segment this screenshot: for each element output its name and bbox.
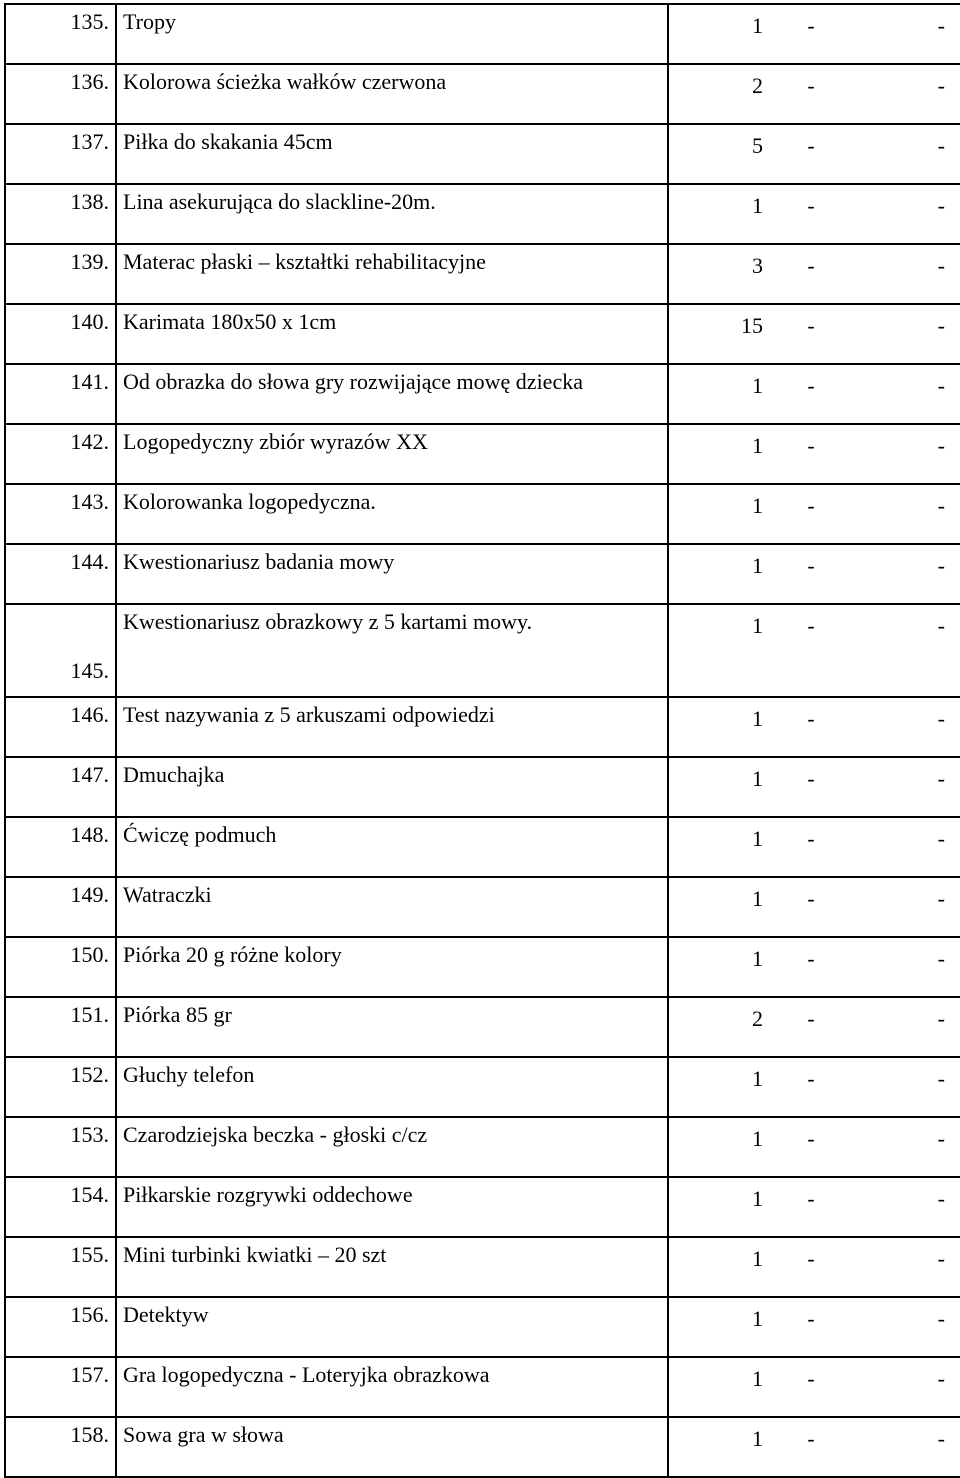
row-number: 137. (5, 124, 116, 184)
table-row (5, 304, 960, 364)
table-body (5, 4, 960, 1477)
item-name: Dmuchajka (116, 757, 668, 817)
item-name: Tropy (116, 4, 668, 64)
row-number: 156. (5, 1297, 116, 1357)
dash-col-2: - (807, 433, 815, 458)
item-name: Od obrazka do słowa gry rozwijające mowę dziecka (116, 364, 668, 424)
quantity-cell (668, 877, 960, 937)
row-number: 150. (5, 937, 116, 997)
dash-col-3: - (937, 706, 945, 731)
quantity-cell (668, 1117, 960, 1177)
dash-col-2: - (807, 766, 815, 791)
quantity: 1 (752, 1186, 763, 1211)
dash-col-2: - (807, 1066, 815, 1091)
dash-col-2: - (807, 313, 815, 338)
item-name: Kolorowanka logopedyczna. (116, 484, 668, 544)
quantity: 1 (752, 493, 763, 518)
table-row (5, 757, 960, 817)
quantity: 1 (752, 193, 763, 218)
table-row (5, 64, 960, 124)
row-number: 147. (5, 757, 116, 817)
quantity: 1 (752, 613, 763, 638)
table-row (5, 424, 960, 484)
dash-col-3: - (937, 133, 945, 158)
quantity: 1 (752, 13, 763, 38)
quantity: 1 (752, 1126, 763, 1151)
row-number: 139. (5, 244, 116, 304)
table-row (5, 817, 960, 877)
item-name: Materac płaski – kształtki rehabilitacyjne (116, 244, 668, 304)
item-name: Piłkarskie rozgrywki oddechowe (116, 1177, 668, 1237)
quantity: 1 (752, 886, 763, 911)
item-name: Kwestionariusz badania mowy (116, 544, 668, 604)
table-row (5, 364, 960, 424)
table-row (5, 1237, 960, 1297)
equipment-table (4, 3, 960, 1478)
item-name: Lina asekurująca do slackline-20m. (116, 184, 668, 244)
table-row (5, 124, 960, 184)
dash-col-3: - (937, 1306, 945, 1331)
dash-col-2: - (807, 373, 815, 398)
table-row (5, 1357, 960, 1417)
dash-col-3: - (937, 373, 945, 398)
dash-col-3: - (937, 1006, 945, 1031)
dash-col-3: - (937, 946, 945, 971)
dash-col-3: - (937, 1126, 945, 1151)
quantity-cell (668, 544, 960, 604)
quantity: 1 (752, 1366, 763, 1391)
quantity: 1 (752, 1066, 763, 1091)
table-row (5, 1057, 960, 1117)
row-number: 151. (5, 997, 116, 1057)
row-number: 153. (5, 1117, 116, 1177)
item-name: Piórka 85 gr (116, 997, 668, 1057)
dash-col-2: - (807, 1246, 815, 1271)
dash-col-2: - (807, 13, 815, 38)
quantity-cell (668, 1177, 960, 1237)
row-number: 148. (5, 817, 116, 877)
quantity: 1 (752, 1246, 763, 1271)
row-number: 143. (5, 484, 116, 544)
table-row (5, 184, 960, 244)
row-number: 140. (5, 304, 116, 364)
row-number: 154. (5, 1177, 116, 1237)
row-number: 152. (5, 1057, 116, 1117)
dash-col-2: - (807, 1426, 815, 1451)
table-row (5, 937, 960, 997)
row-number: 146. (5, 697, 116, 757)
quantity-cell (668, 1237, 960, 1297)
table-row (5, 544, 960, 604)
dash-col-2: - (807, 946, 815, 971)
quantity: 3 (752, 253, 763, 278)
dash-col-3: - (937, 1366, 945, 1391)
quantity: 1 (752, 826, 763, 851)
dash-col-2: - (807, 826, 815, 851)
dash-col-2: - (807, 553, 815, 578)
table-row (5, 4, 960, 64)
dash-col-3: - (937, 1186, 945, 1211)
quantity: 1 (752, 706, 763, 731)
dash-col-3: - (937, 13, 945, 38)
item-name: Mini turbinki kwiatki – 20 szt (116, 1237, 668, 1297)
dash-col-2: - (807, 886, 815, 911)
row-number: 135. (5, 4, 116, 64)
row-number: 155. (5, 1237, 116, 1297)
dash-col-2: - (807, 193, 815, 218)
item-name: Kolorowa ścieżka wałków czerwona (116, 64, 668, 124)
row-number: 149. (5, 877, 116, 937)
quantity: 1 (752, 373, 763, 398)
dash-col-2: - (807, 706, 815, 731)
quantity-cell (668, 484, 960, 544)
dash-col-3: - (937, 193, 945, 218)
dash-col-2: - (807, 1306, 815, 1331)
item-name: Karimata 180x50 x 1cm (116, 304, 668, 364)
dash-col-2: - (807, 1186, 815, 1211)
row-number: 144. (5, 544, 116, 604)
quantity-cell (668, 424, 960, 484)
dash-col-3: - (937, 1246, 945, 1271)
item-name: Test nazywania z 5 arkuszami odpowiedzi (116, 697, 668, 757)
dash-col-2: - (807, 1126, 815, 1151)
table-row (5, 697, 960, 757)
quantity-cell (668, 244, 960, 304)
item-name: Czarodziejska beczka - głoski c/cz (116, 1117, 668, 1177)
table-row (5, 244, 960, 304)
dash-col-2: - (807, 73, 815, 98)
quantity: 15 (741, 313, 763, 338)
quantity-cell (668, 1057, 960, 1117)
dash-col-3: - (937, 493, 945, 518)
table-row (5, 997, 960, 1057)
quantity-cell (668, 937, 960, 997)
table-row (5, 877, 960, 937)
item-name: Kwestionariusz obrazkowy z 5 kartami mowy. (116, 604, 668, 697)
item-name: Logopedyczny zbiór wyrazów XX (116, 424, 668, 484)
dash-col-2: - (807, 1006, 815, 1031)
item-name: Piórka 20 g różne kolory (116, 937, 668, 997)
dash-col-2: - (807, 253, 815, 278)
quantity-cell (668, 604, 960, 697)
item-name: Detektyw (116, 1297, 668, 1357)
row-number: 141. (5, 364, 116, 424)
row-number: 136. (5, 64, 116, 124)
dash-col-3: - (937, 73, 945, 98)
quantity-cell (668, 997, 960, 1057)
table-row (5, 1417, 960, 1477)
dash-col-2: - (807, 133, 815, 158)
table-row (5, 604, 960, 697)
row-number: 145. (5, 604, 116, 697)
item-name: Watraczki (116, 877, 668, 937)
table-row (5, 1297, 960, 1357)
quantity-cell (668, 1417, 960, 1477)
dash-col-2: - (807, 1366, 815, 1391)
quantity-cell (668, 757, 960, 817)
dash-col-3: - (937, 1426, 945, 1451)
quantity: 5 (752, 133, 763, 158)
quantity-cell (668, 697, 960, 757)
item-name: Piłka do skakania 45cm (116, 124, 668, 184)
dash-col-3: - (937, 433, 945, 458)
table-row (5, 1117, 960, 1177)
quantity: 1 (752, 766, 763, 791)
dash-col-3: - (937, 253, 945, 278)
row-number: 142. (5, 424, 116, 484)
quantity-cell (668, 1297, 960, 1357)
quantity-cell (668, 1357, 960, 1417)
quantity: 2 (752, 73, 763, 98)
quantity-cell (668, 364, 960, 424)
quantity: 1 (752, 1426, 763, 1451)
item-name: Ćwiczę podmuch (116, 817, 668, 877)
dash-col-3: - (937, 886, 945, 911)
quantity: 1 (752, 553, 763, 578)
document-page (4, 3, 955, 1478)
quantity-cell (668, 4, 960, 64)
row-number: 158. (5, 1417, 116, 1477)
dash-col-3: - (937, 1066, 945, 1091)
item-name: Gra logopedyczna - Loteryjka obrazkowa (116, 1357, 668, 1417)
table-row (5, 484, 960, 544)
dash-col-2: - (807, 613, 815, 638)
row-number: 138. (5, 184, 116, 244)
quantity: 1 (752, 1306, 763, 1331)
item-name: Głuchy telefon (116, 1057, 668, 1117)
quantity-cell (668, 124, 960, 184)
quantity-cell (668, 64, 960, 124)
quantity-cell (668, 184, 960, 244)
dash-col-2: - (807, 493, 815, 518)
quantity-cell (668, 304, 960, 364)
dash-col-3: - (937, 826, 945, 851)
dash-col-3: - (937, 766, 945, 791)
dash-col-3: - (937, 313, 945, 338)
quantity: 2 (752, 1006, 763, 1031)
quantity-cell (668, 817, 960, 877)
quantity: 1 (752, 433, 763, 458)
quantity: 1 (752, 946, 763, 971)
table-row (5, 1177, 960, 1237)
item-name: Sowa gra w słowa (116, 1417, 668, 1477)
dash-col-3: - (937, 553, 945, 578)
dash-col-3: - (937, 613, 945, 638)
row-number: 157. (5, 1357, 116, 1417)
